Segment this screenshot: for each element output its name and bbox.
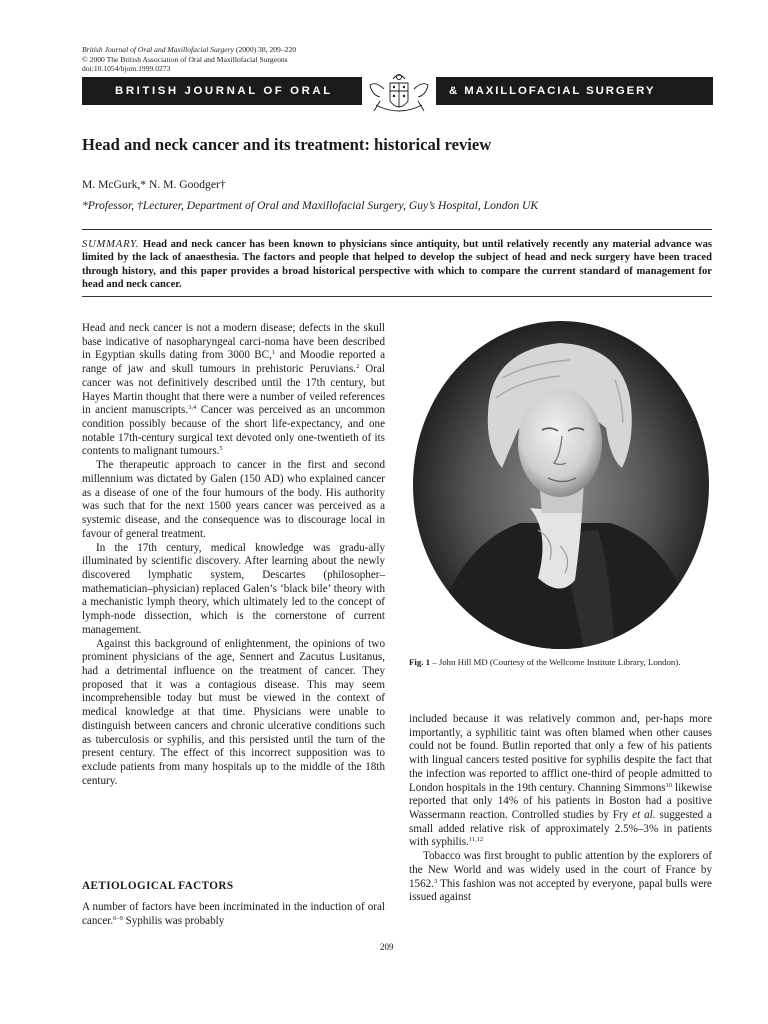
article-authors: M. McGurk,* N. M. Goodger† xyxy=(82,178,226,191)
citation-block xyxy=(82,45,422,74)
summary-bottom-rule xyxy=(82,296,712,297)
paragraph-1: Head and neck cancer is not a modern disease; defects in the skull base indicative of nasopharyngeal carci-noma have been described in Egyptian skulls dating from 3000 BC,$^1$ and Moodie reported a range of jaw and skull tumours in prehistoric Peruvians.$^2$ Oral cancer was not definitively described until the 17th century, but Hayes Martin thought that there were a number of veiled references in ancient manuscripts.$^{3,4}$ Cancer was perceived as an uncommon condition possibly because of the short life-expectancy, and one notable 17th-century surgical text devoted only one-twentieth of its contents to malignant tumours.$^5$ xyxy=(82,322,385,458)
year-volume-pages: (2000) 38, 209–220 xyxy=(235,45,297,54)
figure-label: Fig. 1 xyxy=(409,657,431,667)
section-heading: AETIOLOGICAL FACTORS xyxy=(82,880,234,892)
engraved-portrait-icon xyxy=(410,318,713,653)
banner-right-text: & MAXILLOFACIAL SURGERY xyxy=(449,85,656,97)
figure-caption-text: – John Hill MD (Courtesy of the Wellcome Institute Library, London). xyxy=(430,657,681,667)
doi-line: doi:10.1054/bjom.1999.0273 xyxy=(82,64,171,74)
summary-top-rule xyxy=(82,229,712,230)
paragraph-4: Against this background of enlightenment, the opinions of two prominent physicians of the age, Sennert and Zacutus Lusitanus, had a detrimental influence on the treatment of cancer. They proposed that it was a contagious disease. This may seem incomprehensible today but must be viewed in the context of medical knowledge at that time. Physicians were unable to distinguish between cancers and chronic ulcerative conditions such as tuberculosis or syphilis, and this persisted until the turn of the present century. The effect of this incorrect supposition was to exclude patients from many hospitals up to the middle of the 18th century. xyxy=(82,637,385,787)
summary-label: SUMMARY. xyxy=(82,239,140,250)
page-number: 209 xyxy=(380,942,394,952)
article-affiliation: *Professor, †Lecturer, Department of Oral and Maxillofacial Surgery, Guy’s Hospital, London UK xyxy=(82,199,539,212)
figure-caption xyxy=(409,657,699,668)
paragraph-3: In the 17th century, medical knowledge was gradu-ally illuminated by scientific discovery. After learning about the newly discovered lymphatic system, Descartes (philosopher–mathematician–physician) replaced Galen’s ‘black bile’ theory with a mechanistic lymph theory, which ultimately led to the concept of lymph-node dissection, which is the cornerstone of current management. xyxy=(82,541,385,636)
copyright-line: © 2000 The British Association of Oral and Maxillofacial Surgeons xyxy=(82,54,288,64)
banner-left-text: BRITISH JOURNAL OF ORAL xyxy=(115,85,333,97)
paragraph-r2: Tobacco was first brought to public attention by the explorers of the New World and was widely used in the court of France by 1562.$^3$ This fashion was not accepted by everyone, papal bulls were issued against xyxy=(409,850,712,904)
paragraph-r1: included because it was relatively common and, per-haps more importantly, a syphilitic taint was often blamed when other causes could not be found. Butlin reported that only a few of his patients with lingual cancers tested positive for syphilis despite the fact that the infection was reported to afflict one-third of people admitted to London hospitals in the 19th century. Channing Simmons$^{10}$ likewise reported that only 14% of his patients in Boston had a positive Wassermann reaction. Controlled studies by Fry et al. suggested a small added relative risk of approximately 2.5%–3% in patients with syphilis.$^{11,12}$ xyxy=(409,713,713,849)
paragraph-2: The therapeutic approach to cancer in the first and second millennium was dictated by Galen (150 AD) who explained cancer as a disease of one of the four humours of the body. His authority was such that for the next 1500 years cancer was perceived as a systemic disease, and the consequence was to discourage local in favour of general treatment. xyxy=(82,459,386,540)
left-column xyxy=(82,322,385,788)
summary-block xyxy=(82,238,712,291)
heraldic-crest-icon xyxy=(362,71,436,117)
paragraph-5: A number of factors have been incriminated in the induction of oral cancer.$^{6-9}$ Syphilis was probably xyxy=(82,901,385,927)
left-column-continued xyxy=(82,901,385,928)
journal-banner xyxy=(82,77,713,105)
journal-name: British Journal of Oral and Maxillofacial Surgery xyxy=(82,45,235,54)
right-column xyxy=(409,713,712,905)
summary-text: Head and neck cancer has been known to physicians since antiquity, but until relatively recently any material advance was limited by the lack of anaesthesia. The factors and people that helped to develop the subject of head and neck surgery have been traced through history, and this paper provides a broad historical perspective with which to compare the current standard of management for head and neck cancer. xyxy=(82,239,712,290)
article-title: Head and neck cancer and its treatment: historical review xyxy=(82,135,492,154)
